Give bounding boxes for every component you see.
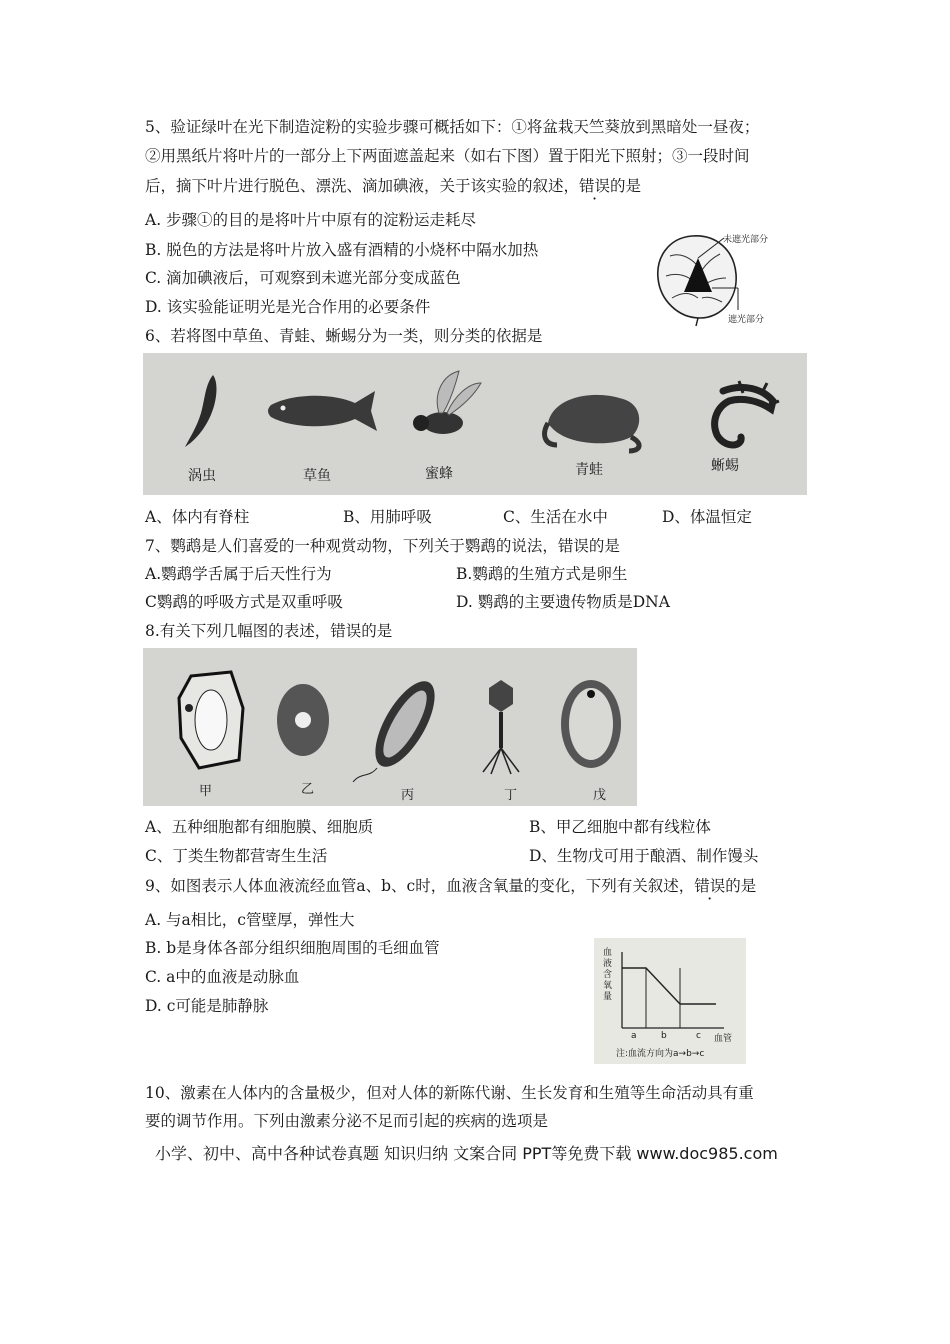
q7-option-d: D. 鹦鹉的主要遗传物质是DNA (456, 593, 670, 611)
animal-label-4: 青蛙 (575, 462, 603, 478)
q9-option-b: B. b是身体各部分组织细胞周围的毛细血管 (145, 939, 440, 957)
animal-label-3: 蜜蜂 (425, 466, 453, 482)
cell-label-4: 丁 (504, 788, 518, 803)
q8-option-a: A、五种细胞都有细胞膜、细胞质 (145, 818, 374, 836)
q5-option-a: A. 步骤①的目的是将叶片中原有的淀粉运走耗尽 (145, 211, 477, 229)
q7-option-c: C鹦鹉的呼吸方式是双重呼吸 (145, 593, 343, 611)
q9-stem-text: 9、如图表示人体血液流经血管a、b、c时，血液含氧量的变化，下列有关叙述， (145, 877, 695, 895)
graph-tick-c: c (696, 1031, 701, 1041)
q5-option-c: C. 滴加碘液后，可观察到未遮光部分变成蓝色 (145, 269, 461, 287)
animal-label-2: 草鱼 (303, 468, 331, 484)
q9-emphasis: 错误 (694, 877, 726, 895)
q8-stem: 8.有关下列几幅图的表述，错误的是 (145, 622, 393, 640)
animal-label-1: 涡虫 (188, 468, 216, 484)
q5-stem-end: 的是 (610, 177, 642, 195)
q5-option-d: D. 该实验能证明光是光合作用的必要条件 (145, 298, 431, 316)
leaf-label-shaded: 遮光部分 (728, 315, 765, 325)
q6-option-d: D、体温恒定 (662, 508, 752, 526)
q9-option-c: C. a中的血液是动脉血 (145, 968, 300, 986)
q9-option-d: D. c可能是肺静脉 (145, 997, 269, 1015)
q9-option-a: A. 与a相比，c管壁厚，弹性大 (145, 911, 355, 929)
q10-stem-line-2: 要的调节作用。下列由激素分泌不足而引起的疾病的选项是 (145, 1112, 549, 1130)
q8-option-c: C、丁类生物都营寄生生活 (145, 847, 328, 865)
q7-stem: 7、鹦鹉是人们喜爱的一种观赏动物，下列关于鹦鹉的说法，错误的是 (145, 537, 620, 555)
q5-emphasis: 错误 (579, 177, 611, 195)
animal-label-5: 蜥蜴 (711, 458, 739, 474)
q7-option-b: B.鹦鹉的生殖方式是卵生 (456, 565, 628, 583)
q7-option-a: A.鹦鹉学舌属于后天性行为 (145, 565, 332, 583)
leaf-figure (650, 228, 790, 328)
q5-stem-text: 后，摘下叶片进行脱色、漂洗、滴加碘液，关于该实验的叙述， (145, 177, 580, 195)
q6-option-c: C、生活在水中 (503, 508, 608, 526)
q9-stem-end: 的是 (725, 877, 757, 895)
cell-label-1: 甲 (199, 784, 213, 799)
cells-figure (143, 648, 637, 806)
footer-banner: 小学、初中、高中各种试卷真题 知识归纳 文案合同 PPT等免费下载 www.doc985.com (155, 1144, 778, 1163)
q8-option-b: B、甲乙细胞中都有线粒体 (529, 818, 711, 836)
q8-option-d: D、生物戊可用于酿酒、制作馒头 (529, 847, 759, 865)
graph-tick-a: a (631, 1031, 637, 1041)
q6-option-a: A、体内有脊柱 (145, 508, 250, 526)
q6-stem: 6、若将图中草鱼、青蛙、蜥蜴分为一类，则分类的依据是 (145, 327, 543, 345)
q5-stem-line-2: ②用黑纸片将叶片的一部分上下两面遮盖起来（如右下图）置于阳光下照射；③一段时间 (145, 147, 750, 165)
graph-y-label: 血液含氧量 (603, 948, 613, 1002)
graph-x-label: 血管 (714, 1034, 733, 1044)
leaf-illustration (650, 228, 790, 328)
oxygen-graph (594, 938, 746, 1064)
q5-stem-line-3 (145, 176, 641, 196)
q10-stem-line-1: 10、激素在人体内的含量极少，但对人体的新陈代谢、生长发育和生殖等生命活动具有重 (145, 1084, 754, 1102)
cell-label-3: 丙 (401, 788, 415, 803)
cell-label-5: 戊 (593, 788, 607, 803)
graph-tick-b: b (661, 1031, 667, 1041)
q9-stem (145, 876, 756, 896)
animals-figure (143, 353, 807, 495)
leaf-label-unshaded: 未遮光部分 (723, 235, 769, 245)
q5-stem-line-1: 5、验证绿叶在光下制造淀粉的实验步骤可概括如下：①将盆栽天竺葵放到黑暗处一昼夜； (145, 118, 760, 136)
q5-option-b: B. 脱色的方法是将叶片放入盛有酒精的小烧杯中隔水加热 (145, 241, 539, 259)
cell-label-2: 乙 (301, 782, 315, 797)
graph-note: 注:血流方向为a→b→c (616, 1049, 705, 1059)
q6-option-b: B、用肺呼吸 (343, 508, 432, 526)
cells-illustration (143, 648, 637, 806)
animals-illustration (143, 353, 807, 495)
